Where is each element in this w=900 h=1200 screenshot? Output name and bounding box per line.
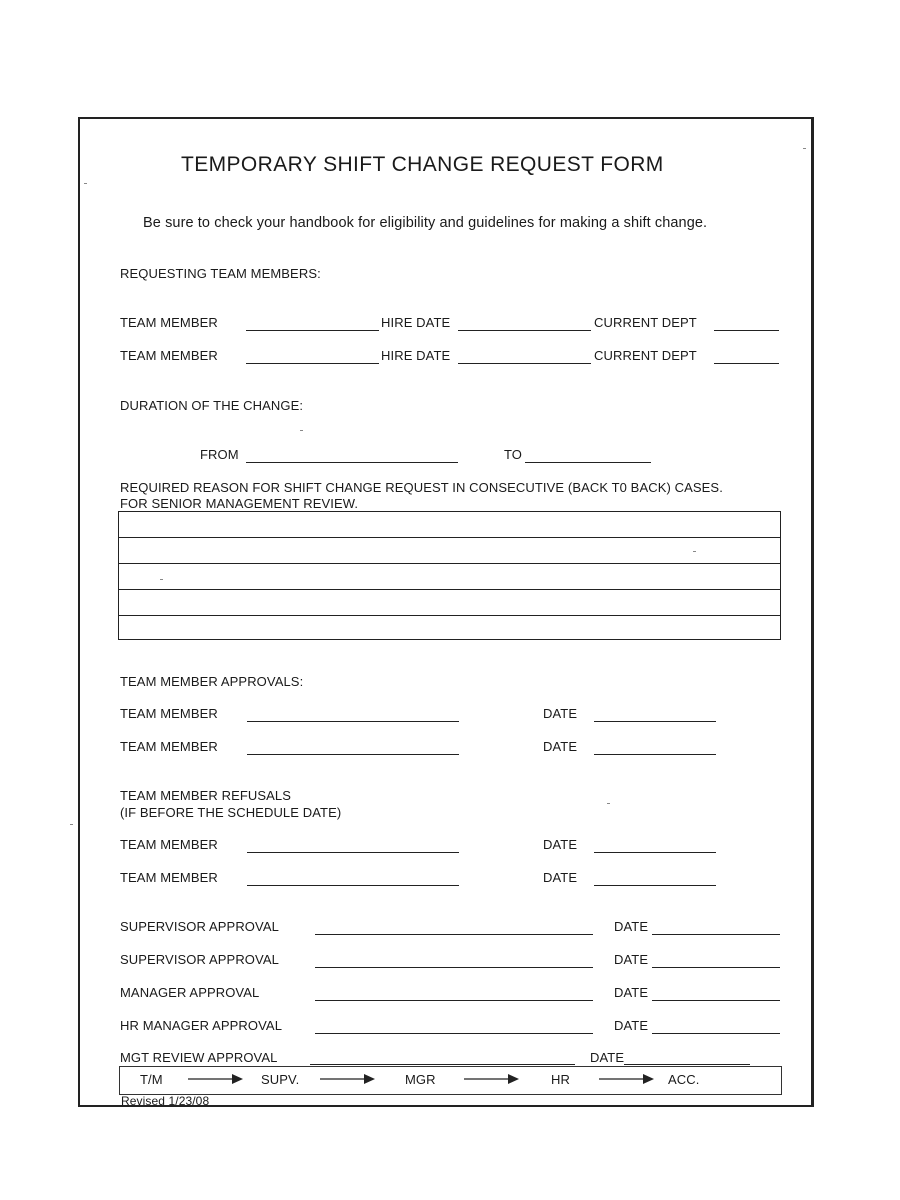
duration-to-field[interactable] <box>525 462 651 463</box>
request-hire-label-1: HIRE DATE <box>381 315 451 330</box>
signoff-date-label-4: DATE <box>614 1018 649 1033</box>
reason-row-divider <box>119 537 780 538</box>
flow-step-tm: T/M <box>140 1072 163 1087</box>
flow-arrow-icon <box>320 1073 375 1085</box>
form-title: TEMPORARY SHIFT CHANGE REQUEST FORM <box>181 153 664 176</box>
reason-row-divider <box>119 563 780 564</box>
signoff-label-supervisor-2: SUPERVISOR APPROVAL <box>120 952 279 967</box>
signoff-date-field-3[interactable] <box>652 1000 780 1001</box>
refusal-date-field-2[interactable] <box>594 885 716 886</box>
refusal-member-field-2[interactable] <box>247 885 459 886</box>
flow-arrow-icon <box>188 1073 243 1085</box>
request-dept-label-2: CURRENT DEPT <box>594 348 697 363</box>
approval-member-label-1: TEAM MEMBER <box>120 706 218 721</box>
scan-speck <box>70 824 73 825</box>
flow-step-hr: HR <box>551 1072 570 1087</box>
revision-note: Revised 1/23/08 <box>121 1094 210 1108</box>
request-hire-label-2: HIRE DATE <box>381 348 451 363</box>
approval-member-field-2[interactable] <box>247 754 459 755</box>
flow-step-acc: ACC. <box>668 1072 700 1087</box>
signoff-date-label-2: DATE <box>614 952 649 967</box>
flow-step-supv: SUPV. <box>261 1072 300 1087</box>
request-dept-field-1[interactable] <box>714 330 779 331</box>
request-member-field-1[interactable] <box>246 330 379 331</box>
refusal-member-field-1[interactable] <box>247 852 459 853</box>
refusal-member-label-1: TEAM MEMBER <box>120 837 218 852</box>
refusal-date-label-1: DATE <box>543 837 578 852</box>
signoff-field-mgt-review[interactable] <box>310 1064 575 1065</box>
approvals-heading: TEAM MEMBER APPROVALS: <box>120 674 304 689</box>
signoff-date-label-3: DATE <box>614 985 649 1000</box>
duration-heading: DURATION OF THE CHANGE: <box>120 398 304 413</box>
signoff-field-supervisor-1[interactable] <box>315 934 593 935</box>
flow-arrow-icon <box>464 1073 519 1085</box>
form-instruction: Be sure to check your handbook for eligibility and guidelines for making a shift change. <box>143 215 708 231</box>
approval-date-label-2: DATE <box>543 739 578 754</box>
flow-arrow-icon <box>599 1073 654 1085</box>
scan-speck <box>84 183 87 184</box>
duration-from-field[interactable] <box>246 462 458 463</box>
duration-to-label: TO <box>504 447 523 462</box>
refusals-heading-line1: TEAM MEMBER REFUSALS <box>120 788 292 803</box>
signoff-date-field-1[interactable] <box>652 934 780 935</box>
request-hire-field-1[interactable] <box>458 330 591 331</box>
approval-member-label-2: TEAM MEMBER <box>120 739 218 754</box>
flow-step-mgr: MGR <box>405 1072 436 1087</box>
signoff-field-manager[interactable] <box>315 1000 593 1001</box>
scan-speck <box>300 430 303 431</box>
requesting-heading: REQUESTING TEAM MEMBERS: <box>120 266 321 281</box>
approval-member-field-1[interactable] <box>247 721 459 722</box>
request-dept-label-1: CURRENT DEPT <box>594 315 697 330</box>
duration-from-label: FROM <box>200 447 239 462</box>
refusal-member-label-2: TEAM MEMBER <box>120 870 218 885</box>
signoff-field-hr-manager[interactable] <box>315 1033 593 1034</box>
approval-date-field-1[interactable] <box>594 721 716 722</box>
signoff-date-field-5[interactable] <box>624 1064 750 1065</box>
reason-row-divider <box>119 615 780 616</box>
reason-heading-line1: REQUIRED REASON FOR SHIFT CHANGE REQUEST IN CONSECUTIVE (BACK T0 BACK) CASES. <box>120 480 723 495</box>
scan-speck <box>693 551 696 552</box>
reason-lines-box[interactable] <box>118 511 781 640</box>
refusal-date-label-2: DATE <box>543 870 578 885</box>
reason-row-divider <box>119 589 780 590</box>
request-member-field-2[interactable] <box>246 363 379 364</box>
request-hire-field-2[interactable] <box>458 363 591 364</box>
signoff-label-supervisor-1: SUPERVISOR APPROVAL <box>120 919 279 934</box>
approval-date-field-2[interactable] <box>594 754 716 755</box>
signoff-label-mgt-review: MGT REVIEW APPROVAL <box>120 1050 278 1065</box>
refusals-heading-line2: (IF BEFORE THE SCHEDULE DATE) <box>120 805 342 820</box>
signoff-label-manager: MANAGER APPROVAL <box>120 985 260 1000</box>
request-dept-field-2[interactable] <box>714 363 779 364</box>
signoff-date-label-1: DATE <box>614 919 649 934</box>
signoff-field-supervisor-2[interactable] <box>315 967 593 968</box>
scan-speck <box>803 148 806 149</box>
signoff-date-field-4[interactable] <box>652 1033 780 1034</box>
approval-date-label-1: DATE <box>543 706 578 721</box>
scan-speck <box>160 579 163 580</box>
reason-heading-line2: FOR SENIOR MANAGEMENT REVIEW. <box>120 496 359 511</box>
signoff-label-hr-manager: HR MANAGER APPROVAL <box>120 1018 283 1033</box>
signoff-date-field-2[interactable] <box>652 967 780 968</box>
request-member-label-1: TEAM MEMBER <box>120 315 218 330</box>
refusal-date-field-1[interactable] <box>594 852 716 853</box>
request-member-label-2: TEAM MEMBER <box>120 348 218 363</box>
scan-speck <box>607 803 610 804</box>
signoff-date-label-5: DATE <box>590 1050 625 1065</box>
